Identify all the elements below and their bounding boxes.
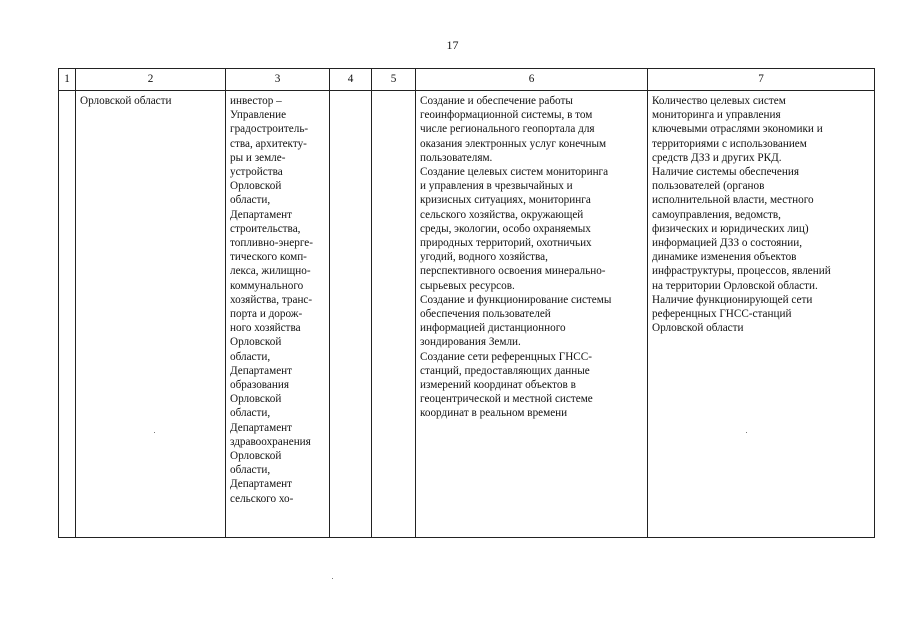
cell-line: ры и земле- xyxy=(230,151,286,164)
cell-line: самоуправления, ведомств, xyxy=(652,208,781,221)
cell-line: образования xyxy=(230,379,290,392)
cell-line: Департамент xyxy=(230,478,293,491)
cell-region: Орловской области xyxy=(76,91,226,538)
cell-line: геоцентрической и местной системе xyxy=(420,393,593,406)
cell-line: сырьевых ресурсов. xyxy=(420,279,515,292)
cell-indicators xyxy=(648,91,875,538)
cell-line: референцных ГНСС-станций xyxy=(652,308,792,321)
cell-line: Департамент xyxy=(230,421,293,434)
cell-line: Создание и обеспечение работы xyxy=(420,95,573,107)
cell-line: ключевыми отраслями экономики и xyxy=(652,123,823,136)
cell-line: информацией ДЗЗ о состоянии, xyxy=(652,237,803,250)
scan-speck xyxy=(332,578,333,579)
cell-line: хозяйства, транс- xyxy=(230,293,313,306)
cell-line: области, xyxy=(230,194,271,207)
cell-line: Создание целевых систем мониторинга xyxy=(420,166,609,179)
scan-speck xyxy=(746,432,747,433)
header-col-6: 6 xyxy=(416,69,648,91)
cell-line: станций, предоставляющих данные xyxy=(420,364,590,377)
cell-line: Количество целевых систем xyxy=(652,95,786,107)
cell-line: мониторинга и управления xyxy=(652,109,781,122)
header-row xyxy=(59,69,875,91)
cell-col-5 xyxy=(372,91,416,538)
cell-line: информацией дистанционного xyxy=(420,322,566,335)
cell-line: Департамент xyxy=(230,364,293,377)
cell-col-4 xyxy=(330,91,372,538)
cell-line: сельского хозяйства, окружающей xyxy=(420,208,584,221)
cell-line: тического комп- xyxy=(230,251,307,264)
cell-line: перспективного освоения минерально- xyxy=(420,265,606,278)
cell-line: территориями с использованием xyxy=(652,137,807,150)
cell-line: Создание сети референцных ГНСС- xyxy=(420,350,592,363)
header-col-3: 3 xyxy=(226,69,330,91)
program-table xyxy=(58,68,875,538)
cell-line: числе регионального геопортала для xyxy=(420,123,595,136)
cell-line: области, xyxy=(230,407,271,420)
cell-line: ства, архитекту- xyxy=(230,137,307,150)
cell-line: зондирования Земли. xyxy=(420,336,521,349)
cell-line: и управления в чрезвычайных и xyxy=(420,180,573,193)
cell-line: коммунального xyxy=(230,279,304,292)
cell-line: исполнительной власти, местного xyxy=(652,194,814,207)
cell-line: градостроитель- xyxy=(230,123,309,136)
cell-activities xyxy=(416,91,648,538)
cell-line: пользователям. xyxy=(420,151,493,164)
cell-line: Департамент xyxy=(230,208,293,221)
cell-line: инвестор – xyxy=(230,95,282,107)
cell-line: координат в реальном времени xyxy=(420,407,568,420)
cell-line: топливно-энерге- xyxy=(230,237,313,250)
cell-line: Орловской xyxy=(230,393,282,406)
cell-line: Управление xyxy=(230,109,287,122)
cell-line: среды, экологии, особо охраняемых xyxy=(420,222,591,235)
cell-line: Орловской xyxy=(230,180,282,193)
cell-line: измерений координат объектов в xyxy=(420,379,576,392)
cell-line: ного хозяйства xyxy=(230,322,301,335)
cell-line: сельского хо- xyxy=(230,492,294,505)
cell-line: угодий, водного хозяйства, xyxy=(420,251,548,264)
cell-line: динамике изменения объектов xyxy=(652,251,797,264)
cell-line: лекса, жилищно- xyxy=(230,265,311,278)
cell-col-1 xyxy=(59,91,76,538)
scan-speck xyxy=(154,432,155,433)
cell-line: оказания электронных услуг конечным xyxy=(420,137,607,150)
cell-line: инфраструктуры, процессов, явлений xyxy=(652,265,831,278)
cell-line: Создание и функционирование системы xyxy=(420,293,612,306)
cell-line: Орловской области xyxy=(652,322,744,335)
cell-line: геоинформационной системы, в том xyxy=(420,109,593,122)
cell-line: порта и дорож- xyxy=(230,308,303,321)
cell-line: природных территорий, охотничьих xyxy=(420,237,592,250)
page-number: 17 xyxy=(446,38,459,52)
header-col-4: 4 xyxy=(330,69,372,91)
table-row xyxy=(59,91,875,538)
cell-line: здравоохранения xyxy=(230,435,311,448)
cell-line: на территории Орловской области. xyxy=(652,279,818,292)
cell-line: Орловской xyxy=(230,450,282,463)
cell-line: области, xyxy=(230,464,271,477)
cell-line: обеспечения пользователей xyxy=(420,308,551,321)
header-col-7: 7 xyxy=(648,69,875,91)
header-col-2: 2 xyxy=(76,69,226,91)
cell-line: строительства, xyxy=(230,222,301,235)
cell-line: физических и юридических лиц) xyxy=(652,222,809,235)
cell-line: кризисных ситуациях, мониторинга xyxy=(420,194,591,207)
cell-line: Орловской xyxy=(230,336,282,349)
cell-line: устройства xyxy=(230,166,283,179)
cell-line: Наличие системы обеспечения xyxy=(652,166,799,179)
cell-line: средств ДЗЗ и других РКД. xyxy=(652,151,782,164)
header-col-1: 1 xyxy=(59,69,76,91)
cell-line: Наличие функционирующей сети xyxy=(652,293,813,306)
cell-line: области, xyxy=(230,350,271,363)
cell-executors xyxy=(226,91,330,538)
header-col-5: 5 xyxy=(372,69,416,91)
cell-line: пользователей (органов xyxy=(652,180,765,193)
